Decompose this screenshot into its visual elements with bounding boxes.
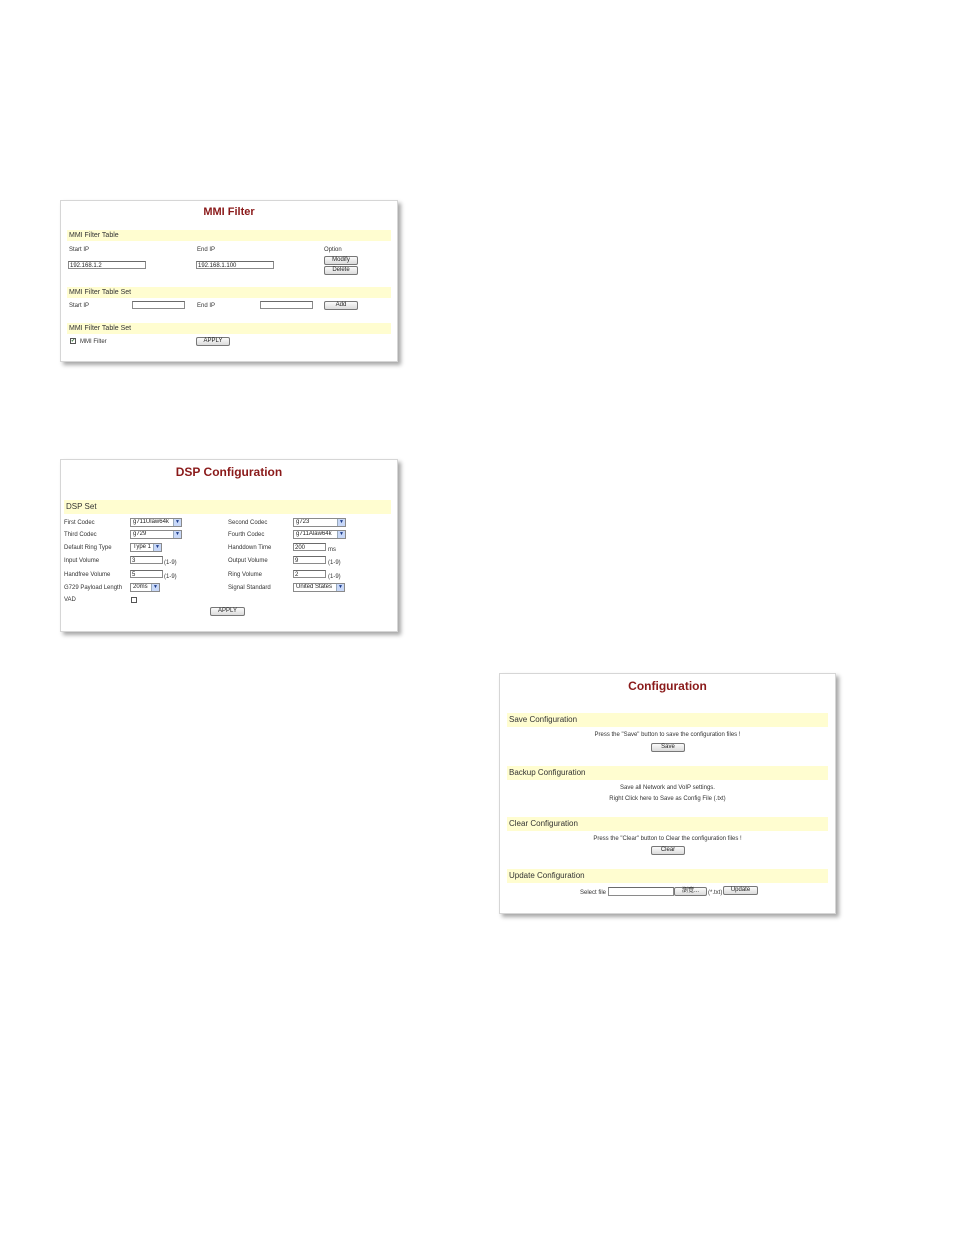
handdown-time-input[interactable]: 200 (293, 543, 326, 551)
update-configuration-header: Update Configuration (507, 869, 828, 883)
chevron-down-icon: ▼ (173, 519, 181, 526)
file-extension-label: (*.txt) (708, 890, 723, 896)
handfree-volume-label: Handfree Volume (64, 572, 111, 578)
configuration-title: Configuration (628, 679, 707, 693)
first-codec-select[interactable] (130, 518, 182, 527)
ring-type-value: Type 1 (133, 544, 152, 550)
fourth-codec-label: Fourth Codec (228, 532, 265, 538)
set-end-ip-input[interactable] (260, 301, 313, 309)
first-codec-label: First Codec (64, 520, 95, 526)
fourth-codec-select[interactable] (293, 530, 346, 539)
ring-volume-input[interactable]: 2 (293, 570, 326, 578)
mmi-filter-table-header: MMI Filter Table (67, 230, 391, 241)
mmi-filter-title: MMI Filter (203, 206, 255, 218)
handdown-time-label: Handdown Time (228, 545, 272, 551)
clear-configuration-text: Press the "Clear" button to Clear the configuration files ! (593, 836, 742, 842)
checkmark-icon: ✔ (71, 338, 76, 344)
backup-configuration-text: Save all Network and VoIP settings. (620, 785, 715, 791)
dsp-configuration-title: DSP Configuration (175, 465, 283, 479)
add-button[interactable]: Add (324, 301, 358, 310)
third-codec-value: g729 (133, 531, 147, 537)
mmi-apply-button[interactable]: APPLY (196, 337, 230, 346)
signal-standard-select[interactable] (293, 583, 345, 592)
select-file-label: Select file (580, 890, 607, 896)
chevron-down-icon: ▼ (151, 584, 159, 591)
select-file-input[interactable] (608, 887, 674, 896)
ring-type-label: Default Ring Type (64, 545, 112, 551)
vad-checkbox[interactable] (131, 597, 137, 603)
row-start-ip-field[interactable]: 192.168.1.2 (68, 261, 146, 269)
save-configuration-text: Press the "Save" button to save the configuration files ! (594, 732, 741, 738)
set-start-ip-label: Start IP (69, 303, 90, 309)
backup-configuration-header: Backup Configuration (507, 766, 828, 780)
dsp-apply-button[interactable]: APPLY (210, 607, 245, 616)
ring-volume-label: Ring Volume (228, 572, 263, 578)
input-volume-range: (1-9) (164, 560, 177, 566)
g729-payload-label: G729 Payload Length (64, 585, 123, 591)
browse-button[interactable]: 瀏覽... (674, 887, 707, 896)
set-start-ip-input[interactable] (132, 301, 185, 309)
save-button[interactable]: Save (651, 743, 685, 752)
col-end-ip: End IP (197, 247, 216, 253)
chevron-down-icon: ▼ (336, 584, 344, 591)
third-codec-label: Third Codec (64, 532, 97, 538)
save-configuration-header: Save Configuration (507, 713, 828, 727)
backup-save-link[interactable]: Right Click here to Save as Config File (.txt) (609, 796, 726, 802)
mmi-filter-panel (60, 200, 398, 362)
chevron-down-icon: ▼ (337, 531, 345, 538)
dsp-configuration-panel (60, 459, 398, 632)
second-codec-label: Second Codec (228, 520, 268, 526)
input-volume-label: Input Volume (64, 558, 100, 564)
mmi-filter-table-set-header: MMI Filter Table Set (67, 287, 391, 298)
modify-button[interactable]: Modify (324, 256, 358, 265)
set-end-ip-label: End IP (197, 303, 216, 309)
handfree-volume-input[interactable]: 5 (130, 570, 163, 578)
chevron-down-icon: ▼ (153, 544, 161, 551)
signal-standard-label: Signal Standard (228, 585, 271, 591)
mmi-filter-label: MMI Filter (80, 339, 107, 345)
delete-button[interactable]: Delete (324, 266, 358, 275)
dsp-set-header: DSP Set (64, 500, 391, 514)
second-codec-select[interactable] (293, 518, 346, 527)
vad-label: VAD (64, 597, 76, 603)
handdown-unit: ms (328, 547, 336, 553)
fourth-codec-value: g711Alaw64k (296, 531, 332, 537)
handfree-volume-range: (1-9) (164, 574, 177, 580)
signal-standard-value: United States (296, 584, 333, 590)
third-codec-select[interactable] (130, 530, 182, 539)
output-volume-input[interactable]: 9 (293, 556, 326, 564)
col-option: Option (324, 247, 342, 253)
mmi-filter-table-set2-header: MMI Filter Table Set (67, 323, 391, 334)
first-codec-value: g711Ulaw64k (133, 519, 169, 525)
chevron-down-icon: ▼ (337, 519, 345, 526)
output-volume-range: (1-9) (328, 560, 341, 566)
configuration-panel (499, 673, 836, 914)
row-end-ip-field[interactable]: 192.168.1.100 (196, 261, 274, 269)
second-codec-value: g723 (296, 519, 310, 525)
ring-volume-range: (1-9) (328, 574, 341, 580)
col-start-ip: Start IP (69, 247, 90, 253)
g729-payload-select[interactable] (130, 583, 160, 592)
clear-configuration-header: Clear Configuration (507, 817, 828, 831)
update-button[interactable]: Update (723, 886, 758, 895)
ring-type-select[interactable] (130, 543, 162, 552)
output-volume-label: Output Volume (228, 558, 268, 564)
g729-payload-value: 20ms (133, 584, 148, 590)
input-volume-input[interactable]: 3 (130, 556, 163, 564)
mmi-filter-checkbox[interactable] (70, 338, 76, 344)
clear-button[interactable]: Clear (651, 846, 685, 855)
chevron-down-icon: ▼ (173, 531, 181, 538)
